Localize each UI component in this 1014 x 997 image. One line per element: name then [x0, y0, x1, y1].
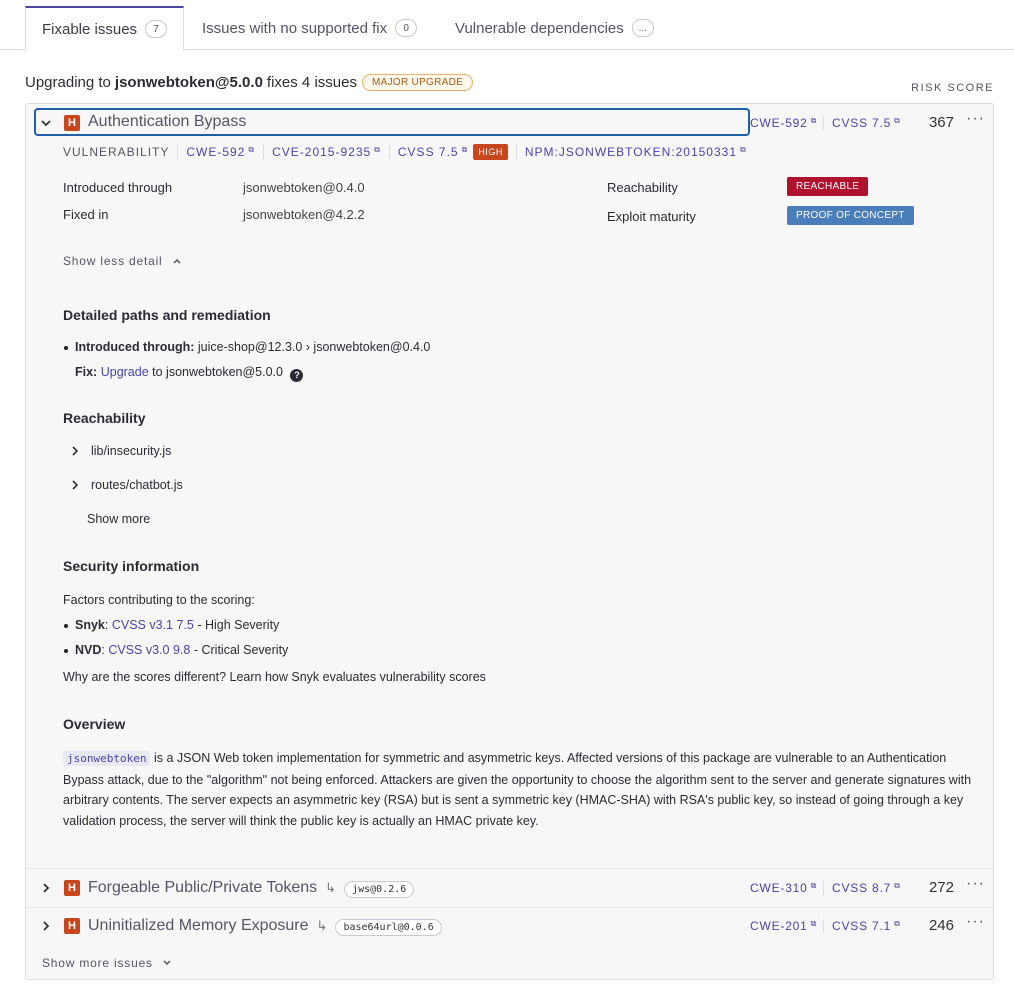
issue-title[interactable] [88, 879, 414, 897]
more-options-icon[interactable]: ··· [966, 913, 985, 930]
issues-card [25, 103, 994, 980]
cvss-text: CVSS 8.7 [832, 881, 892, 895]
overview-text [63, 748, 973, 831]
cvss-link[interactable] [832, 116, 901, 130]
paths-heading: Detailed paths and remediation [63, 307, 271, 323]
cvss-text: CVSS 7.5 [832, 116, 892, 130]
cvss-link[interactable] [389, 145, 476, 159]
introduced-through-label: Introduced through [63, 180, 173, 195]
divider [823, 881, 824, 895]
reach-file-name: lib/insecurity.js [91, 444, 172, 458]
major-upgrade-badge: MAJOR UPGRADE [362, 74, 473, 91]
issue-title[interactable] [88, 917, 442, 935]
fix-label: Fix: [75, 365, 98, 379]
more-options-icon[interactable]: ··· [966, 875, 985, 892]
nvd-severity: - Critical Severity [193, 643, 289, 657]
external-link-icon: ⧉ [894, 919, 901, 928]
issue-row-forgeable-tokens[interactable] [26, 869, 993, 907]
external-link-icon: ⧉ [894, 881, 901, 890]
factors-text: Factors contributing to the scoring: [63, 593, 255, 607]
nvd-label: NVD [75, 643, 102, 657]
cvss-link[interactable] [832, 919, 901, 933]
fix-suffix: to jsonwebtoken@5.0.0 [152, 365, 283, 379]
dependency-arrow-icon: ↳ [325, 880, 337, 895]
show-less-detail-button[interactable] [63, 254, 182, 268]
vulnerability-label: VULNERABILITY [63, 145, 170, 159]
risk-score: 272 [928, 879, 954, 896]
external-link-icon: ⧉ [810, 919, 818, 928]
external-link-icon: ⧉ [740, 145, 747, 154]
chevron-down-icon[interactable] [40, 117, 52, 129]
cvss-text: CVSS 7.5 [397, 145, 459, 159]
upgrade-package: jsonwebtoken@5.0.0 [114, 74, 263, 91]
upgrade-link[interactable]: Upgrade [100, 365, 149, 379]
vulnerability-meta [63, 144, 755, 160]
cwe-text: CWE-201 [750, 919, 808, 933]
fixed-in-value: jsonwebtoken@4.2.2 [243, 207, 365, 222]
show-more-issues-button[interactable] [42, 956, 172, 970]
cwe-link[interactable] [750, 881, 817, 895]
cve-text: CVE-2015-9235 [272, 145, 372, 159]
cwe-link[interactable] [177, 145, 263, 159]
tab-label: Issues with no supported fix [202, 19, 388, 37]
issue-title-text: Uninitialized Memory Exposure [88, 917, 309, 934]
high-severity-icon: H [64, 115, 80, 131]
show-more-link[interactable]: Show more [87, 512, 151, 526]
external-link-icon: ⧉ [810, 881, 818, 890]
cvss-text: CVSS 7.1 [832, 919, 892, 933]
tab-count: ... [632, 19, 654, 37]
chevron-right-icon [70, 479, 80, 491]
chevron-right-icon [70, 445, 80, 457]
introduced-through-value: jsonwebtoken@0.4.0 [243, 180, 365, 195]
tab-no-supported-fix[interactable] [186, 6, 433, 50]
cwe-link[interactable] [750, 116, 817, 130]
external-link-icon: ⧉ [461, 145, 469, 154]
chevron-right-icon[interactable] [40, 882, 52, 894]
chevron-down-icon [162, 959, 172, 967]
issue-title-text: Forgeable Public/Private Tokens [88, 879, 318, 896]
tab-count: 7 [145, 20, 167, 38]
exploit-maturity-label: Exploit maturity [607, 209, 696, 224]
via-package-chip: base64url@0.0.6 [335, 919, 441, 936]
severity-badge: HIGH [473, 144, 508, 160]
risk-score: 367 [928, 114, 954, 131]
show-more-issues-label: Show more issues [42, 956, 153, 970]
fixed-in-label: Fixed in [63, 207, 109, 222]
show-less-label: Show less detail [63, 254, 163, 268]
cwe-text: CWE-592 [186, 145, 246, 159]
npm-text: NPM:JSONWEBTOKEN:20150331 [524, 145, 737, 159]
tab-count: 0 [395, 19, 417, 37]
upgrade-suffix: fixes 4 issues [266, 74, 357, 91]
path-intro-label: Introduced through: [75, 340, 195, 354]
upgrade-prefix: Upgrading to [25, 74, 111, 91]
reachability-label: Reachability [607, 180, 678, 195]
nvd-cvss-link[interactable]: CVSS v3.0 9.8 [108, 643, 191, 657]
code-package-name: jsonwebtoken [63, 751, 150, 766]
cvss-link[interactable] [832, 881, 901, 895]
help-icon[interactable]: ? [290, 369, 303, 382]
cwe-text: CWE-310 [750, 881, 808, 895]
snyk-label: Snyk [75, 618, 105, 632]
external-link-icon: ⧉ [374, 145, 381, 154]
external-link-icon: ⧉ [248, 145, 256, 154]
tab-fixable-issues[interactable] [25, 6, 184, 51]
more-options-icon[interactable]: ··· [966, 110, 985, 127]
overview-heading: Overview [63, 716, 126, 732]
upgrade-header [25, 74, 473, 91]
security-info-heading: Security information [63, 558, 200, 574]
risk-score: 246 [928, 917, 954, 934]
high-severity-icon: H [64, 918, 80, 934]
proof-of-concept-badge: PROOF OF CONCEPT [787, 206, 914, 225]
chevron-right-icon[interactable] [40, 920, 52, 932]
snyk-score-item: Snyk: CVSS v3.1 7.5 - High Severity [75, 618, 280, 632]
tab-vulnerable-dependencies[interactable] [439, 6, 670, 50]
external-link-icon: ⧉ [810, 116, 818, 125]
snyk-cvss-link[interactable]: CVSS v3.1 7.5 [111, 618, 194, 632]
path-introduced [75, 340, 430, 354]
via-package-chip: jws@0.2.6 [344, 881, 414, 898]
dependency-arrow-icon: ↳ [316, 918, 328, 933]
scores-different-link[interactable]: Why are the scores different? Learn how Snyk evaluates vulnerability scores [63, 670, 486, 684]
risk-score-label: RISK SCORE [911, 82, 994, 94]
snyk-severity: - High Severity [197, 618, 280, 632]
issue-row-authentication-bypass[interactable] [26, 104, 993, 142]
tab-label: Fixable issues [42, 20, 138, 38]
path-intro-value: juice-shop@12.3.0 › jsonwebtoken@0.4.0 [197, 340, 431, 354]
external-link-icon: ⧉ [894, 116, 901, 125]
reachable-badge: REACHABLE [787, 177, 868, 196]
divider [823, 919, 824, 933]
npm-advisory-link[interactable] [516, 145, 755, 159]
nvd-score-item: NVD: CVSS v3.0 9.8 - Critical Severity [75, 643, 289, 657]
cwe-text: CWE-592 [750, 116, 808, 130]
high-severity-icon: H [64, 880, 80, 896]
issue-row-uninitialized-memory[interactable] [26, 907, 993, 945]
issue-title[interactable]: Authentication Bypass [88, 113, 247, 130]
cwe-link[interactable] [750, 919, 817, 933]
tab-bar [0, 0, 1014, 50]
chevron-up-icon [172, 257, 182, 265]
divider [823, 116, 824, 130]
reachability-heading: Reachability [63, 410, 146, 426]
cve-link[interactable] [263, 145, 389, 159]
overview-body: is a JSON Web token implementation for symmetric and asymmetric keys. Affected versions of this package are vulnerable to an Authentication Bypass attack, due to the "algorithm" not being enforced. Attackers are given the opportunity to choose the algorithm sent to the server and generate signatures with arbitrary contents. The server expects an asymmetric key (RSA) but is sent a symmetric key (HMAC-SHA) with RSA's public key, so instead of going through a key validation process, the server will think the public key is actually an HMAC private key. [63, 751, 972, 828]
reach-file-name: routes/chatbot.js [91, 478, 183, 492]
fix-line [75, 365, 303, 382]
tab-label: Vulnerable dependencies [455, 19, 624, 37]
